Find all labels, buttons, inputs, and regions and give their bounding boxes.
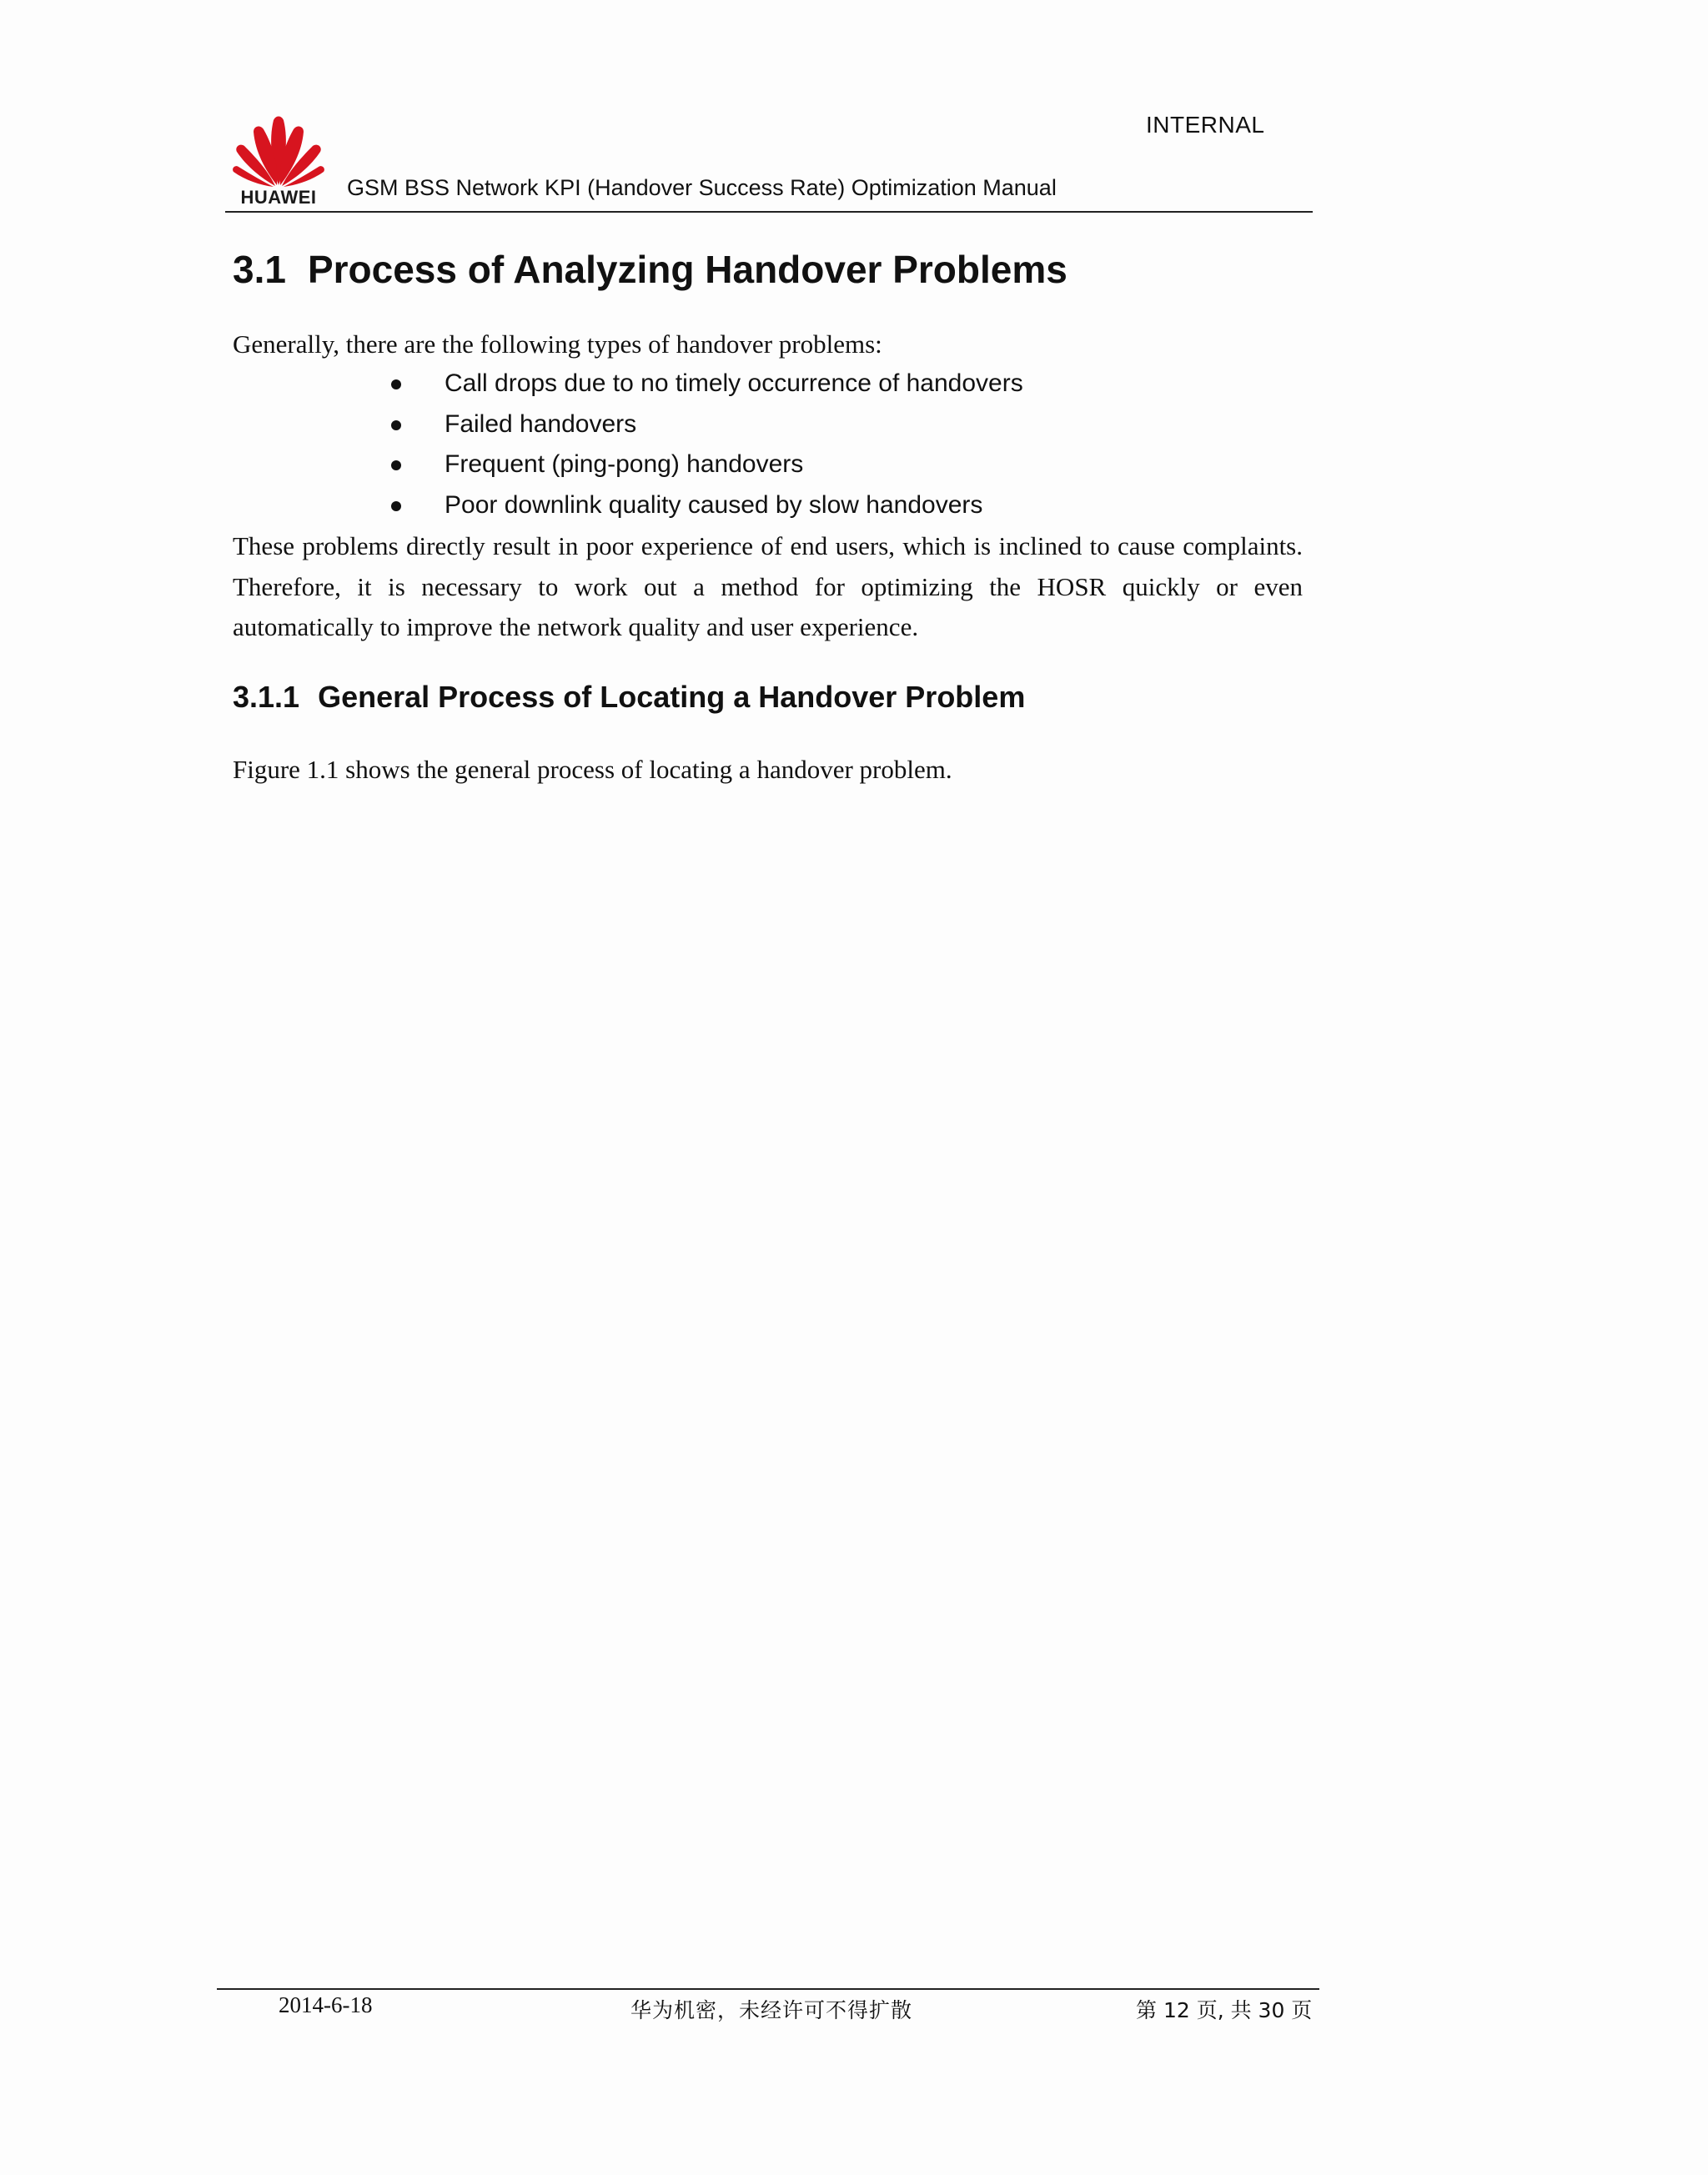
huawei-logo xyxy=(232,115,325,210)
bullet-icon xyxy=(391,460,401,470)
list-item: Call drops due to no timely occurrence of handovers xyxy=(386,364,1023,404)
classification-label: INTERNAL xyxy=(1146,112,1265,138)
bullet-icon xyxy=(391,379,401,389)
list-item: Failed handovers xyxy=(386,404,1023,445)
list-item: Poor downlink quality caused by slow handovers xyxy=(386,485,1023,526)
logo-wordmark: HUAWEI xyxy=(240,187,317,208)
footer-page-number: 第 12 页, 共 30 页 xyxy=(1136,1998,1313,2022)
section-heading xyxy=(233,247,1068,292)
huawei-flower-icon xyxy=(232,115,325,188)
section-title: Process of Analyzing Handover Problems xyxy=(307,248,1068,291)
list-item: Frequent (ping-pong) handovers xyxy=(386,445,1023,485)
footer-date: 2014-6-18 xyxy=(279,1992,373,2017)
handover-problem-list xyxy=(386,364,1023,525)
header-divider xyxy=(225,211,1313,213)
bullet-icon xyxy=(391,420,401,430)
footer-divider xyxy=(217,1988,1319,1990)
subsection-heading xyxy=(233,680,1025,715)
bullet-icon xyxy=(391,501,401,511)
subsection-title: General Process of Locating a Handover Problem xyxy=(318,680,1026,714)
footer-confidential-notice: 华为机密，未经许可不得扩散 xyxy=(630,1998,913,2022)
subsection-number: 3.1.1 xyxy=(233,680,300,714)
subsection-paragraph: Figure 1.1 shows the general process of locating a handover problem. xyxy=(233,755,952,784)
document-title: GSM BSS Network KPI (Handover Success Rate) Optimization Manual xyxy=(347,175,1057,200)
summary-paragraph: These problems directly result in poor experience of end users, which is inclined to cause complaints. Therefore, it is necessary to work out a method for optimizing the HOSR quickly or even automatically to improve the network quality and user experience. xyxy=(233,531,1303,641)
intro-paragraph: Generally, there are the following types of handover problems: xyxy=(233,329,882,359)
section-number: 3.1 xyxy=(233,248,286,291)
